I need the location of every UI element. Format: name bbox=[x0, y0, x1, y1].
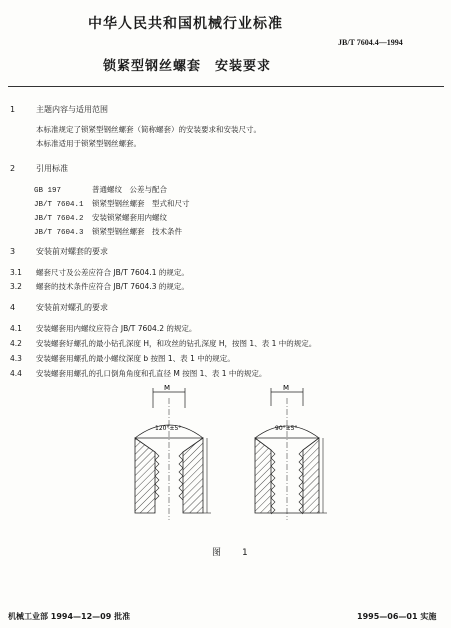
reference-text: 安装锁紧螺套用内螺纹 bbox=[92, 213, 167, 222]
reference-code: JB/T 7604.2 bbox=[34, 215, 84, 223]
reference-code: GB 197 bbox=[34, 187, 62, 195]
reference-row bbox=[34, 184, 167, 195]
figure-caption: 图 1 bbox=[212, 548, 254, 558]
clause-row bbox=[10, 281, 189, 292]
right-dimension-m: M bbox=[283, 384, 290, 392]
section-title: 安装前对螺套的要求 bbox=[36, 247, 108, 256]
left-dimension-m: M bbox=[164, 384, 171, 392]
clause-number: 4.1 bbox=[10, 324, 22, 333]
reference-text: 锁紧型钢丝螺套 型式和尺寸 bbox=[92, 199, 190, 208]
left-chamfer-angle: 120°±5° bbox=[155, 425, 182, 432]
reference-text: 普通螺纹 公差与配合 bbox=[92, 185, 167, 194]
reference-text: 锁紧型钢丝螺套 技术条件 bbox=[92, 227, 182, 236]
section-number: 3 bbox=[10, 247, 16, 256]
right-chamfer-angle: 90°±5° bbox=[275, 425, 298, 432]
clause-row bbox=[10, 353, 235, 364]
section-4-heading bbox=[10, 302, 108, 313]
clause-text: 螺套尺寸及公差应符合 JB/T 7604.1 的规定。 bbox=[36, 268, 189, 277]
section-1-heading bbox=[10, 104, 108, 115]
section-number: 4 bbox=[10, 303, 16, 312]
clause-number: 4.3 bbox=[10, 354, 22, 363]
reference-code: JB/T 7604.3 bbox=[34, 229, 84, 237]
clause-text: 螺套的技术条件应符合 JB/T 7604.3 的规定。 bbox=[36, 282, 189, 291]
section-number: 1 bbox=[10, 105, 16, 114]
section-1-paragraph: 本标准适用于锁紧型钢丝螺套。 bbox=[36, 139, 141, 148]
clause-number: 3.1 bbox=[10, 268, 22, 277]
clause-row bbox=[10, 267, 189, 278]
section-title: 引用标准 bbox=[36, 164, 68, 173]
left-hole-drawing bbox=[135, 384, 211, 520]
figure-1-drawing bbox=[105, 378, 365, 528]
document-title: 锁紧型钢丝螺套 安装要求 bbox=[103, 59, 272, 74]
right-hole-drawing bbox=[255, 384, 327, 520]
clause-text: 安装螺套用螺孔的孔口倒角角度和孔直径 M 按图 1、表 1 中的规定。 bbox=[36, 369, 267, 378]
clause-number: 4.2 bbox=[10, 339, 22, 348]
approval-date: 机械工业部 1994—12—09 批准 bbox=[8, 612, 131, 621]
clause-number: 4.4 bbox=[10, 369, 22, 378]
reference-row bbox=[34, 198, 190, 209]
clause-text: 安装螺套用螺孔的最小螺纹深度 b 按图 1、表 1 中的规定。 bbox=[36, 354, 235, 363]
reference-row bbox=[34, 226, 182, 237]
section-number: 2 bbox=[10, 164, 16, 173]
implementation-date: 1995—06—01 实施 bbox=[357, 612, 437, 621]
clause-text: 安装螺套好螺孔的最小钻孔深度 H，和攻丝的钻孔深度 H，按图 1、表 1 中的规定。 bbox=[36, 339, 317, 348]
reference-code: JB/T 7604.1 bbox=[34, 201, 84, 209]
reference-row bbox=[34, 212, 167, 223]
clause-row bbox=[10, 338, 316, 349]
header-rule bbox=[8, 86, 444, 87]
section-title: 主题内容与适用范围 bbox=[36, 105, 108, 114]
section-1-paragraph: 本标准规定了锁紧型钢丝螺套（简称螺套）的安装要求和安装尺寸。 bbox=[36, 125, 261, 134]
section-3-heading bbox=[10, 246, 108, 257]
section-2-heading bbox=[10, 163, 68, 174]
clause-number: 3.2 bbox=[10, 282, 22, 291]
standard-code: JB/T 7604.4—1994 bbox=[338, 38, 403, 47]
clause-row bbox=[10, 323, 196, 334]
standard-title: 中华人民共和国机械行业标准 bbox=[88, 16, 283, 32]
section-title: 安装前对螺孔的要求 bbox=[36, 303, 108, 312]
clause-text: 安装螺套用内螺纹应符合 JB/T 7604.2 的规定。 bbox=[36, 324, 197, 333]
